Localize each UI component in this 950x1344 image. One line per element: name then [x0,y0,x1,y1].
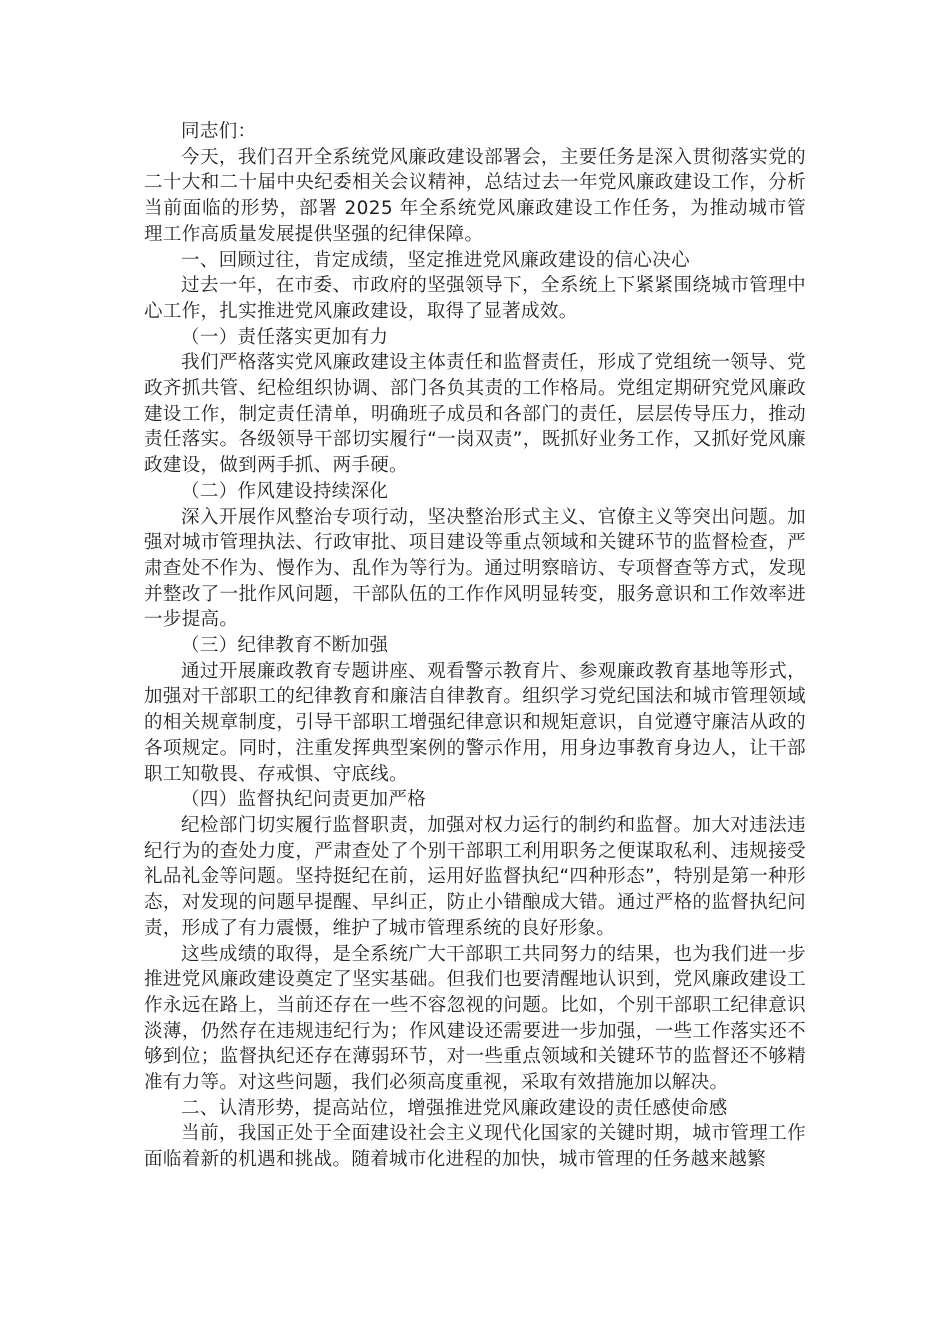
document-body [144,119,806,1173]
paragraph-achievements-problems: 这些成绩的取得，是全系统广大干部职工共同努力的结果，也为我们进一步推进党风廉政建设奠定了坚实基础。但我们也要清醒地认识到，党风廉政建设工作永远在路上，当前还存在一些不容忽视的问题。比如，个别干部职工纪律意识淡薄，仍然存在违规违纪行为；作风建设还需要进一步加强，一些工作落实还不够到位；监督执纪还存在薄弱环节，对一些重点领域和关键环节的监督还不够精准有力等。对这些问题，我们必须高度重视，采取有效措施加以解决。 [144,943,806,1094]
subheading-supervision: （四）监督执纪问责更加严格 [181,789,427,811]
subheading-discipline-education: （三）纪律教育不断加强 [181,635,389,657]
salutation: 同志们： [181,121,257,142]
paragraph-responsibility: 我们严格落实党风廉政建设主体责任和监督责任，形成了党组统一领导、党政齐抓共管、纪检组织协调、部门各负其责的工作格局。党组定期研究党风廉政建设工作，制定责任清单，明确班子成员和各部门的责任，层层传导压力，推动责任落实。各级领导干部切实履行“一岗双责”，既抓好业务工作，又抓好党风廉政建设，做到两手抓、两手硬。 [144,352,806,477]
paragraph-situation: 当前，我国正处于全面建设社会主义现代化国家的关键时期，城市管理工作面临着新的机遇和挑战。随着城市化进程的加快，城市管理的任务越来越繁 [144,1123,806,1171]
paragraph-review: 过去一年，在市委、市政府的坚强领导下，全系统上下紧紧围绕城市管理中心工作，扎实推进党风廉政建设，取得了显著成效。 [144,275,806,322]
section-heading-2: 二、认清形势，提高站位，增强推进党风廉政建设的责任感使命感 [181,1097,728,1119]
section-heading-1: 一、回顾过往，肯定成绩，坚定推进党风廉政建设的信心决心 [181,249,690,271]
paragraph-discipline-education: 通过开展廉政教育专题讲座、观看警示教育片、参观廉政教育基地等形式，加强对干部职工的纪律教育和廉洁自律教育。组织学习党纪国法和城市管理领域的相关规章制度，引导干部职工增强纪律意识和规矩意识，自觉遵守廉洁从政的各项规定。同时，注重发挥典型案例的警示作用，用身边事教育身边人，让干部职工知敬畏、存戒惧、守底线。 [144,660,806,785]
paragraph-intro: 今天，我们召开全系统党风廉政建设部署会，主要任务是深入贯彻落实党的二十大和二十届中央纪委相关会议精神，总结过去一年党风廉政建设工作，分析当前面临的形势，部署 2025 年全系统党风廉政建设工作任务，为推动城市管理工作高质量发展提供坚强的纪律保障。 [144,146,806,245]
subheading-responsibility: （一）责任落实更加有力 [181,326,389,348]
subheading-work-style: （二）作风建设持续深化 [181,480,389,502]
paragraph-work-style: 深入开展作风整治专项行动，坚决整治形式主义、官僚主义等突出问题。加强对城市管理执法、行政审批、项目建设等重点领域和关键环节的监督检查，严肃查处不作为、慢作为、乱作为等行为。通过明察暗访、专项督查等方式，发现并整改了一批作风问题，干部队伍的工作作风明显转变，服务意识和工作效率进一步提高。 [144,506,806,631]
paragraph-supervision: 纪检部门切实履行监督职责，加强对权力运行的制约和监督。加大对违法违纪行为的查处力度，严肃查处了个别干部职工利用职务之便谋取私利、违规接受礼品礼金等问题。坚持挺纪在前，运用好监督执纪“四种形态”，特别是第一种形态，对发现的问题早提醒、早纠正，防止小错酿成大错。通过严格的监督执纪问责，形成了有力震慑，维护了城市管理系统的良好形象。 [144,814,806,939]
